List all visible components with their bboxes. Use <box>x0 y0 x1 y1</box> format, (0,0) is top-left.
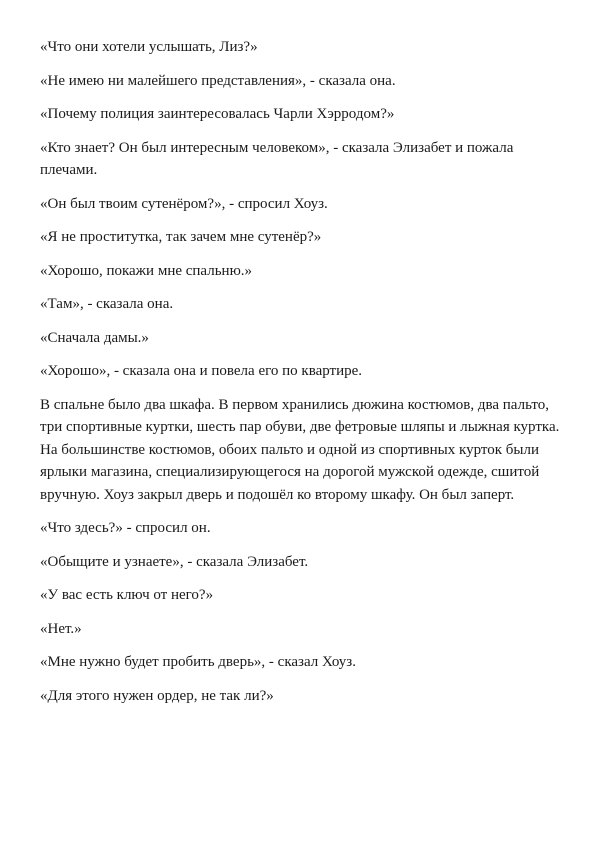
paragraph: «Мне нужно будет пробить дверь», - сказал Хоуз. <box>40 654 356 670</box>
paragraph: «Кто знает? Он был интересным человеком», - сказала Элизабет и пожала плечами. <box>40 139 514 178</box>
paragraph: «Хорошо», - сказала она и повела его по квартире. <box>40 363 363 379</box>
paragraph: «Для этого нужен ордер, не так ли?» <box>40 687 274 704</box>
paragraph: В спальне было два шкафа. В первом хранились дюжина костюмов, два пальто, три спортивные куртки, шесть пар обуви, две фетровые шляпы и лыжная куртка. На большинстве костюмов, обоих пальто и одной из спортивных курток были ярлыки магазина, специализирующегося на дорогой мужской одежде, сшитой вручную. Хоуз закрыл дверь и подошёл ко второму шкафу. Он был заперт. <box>40 396 560 503</box>
paragraph: «Почему полиция заинтересовалась Чарли Хэрродом?» <box>40 106 395 122</box>
paragraph: «Сначала дамы.» <box>40 329 149 346</box>
paragraph: «Не имею ни малейшего представления», - сказала она. <box>40 72 396 89</box>
paragraph: «Там», - сказала она. <box>40 296 174 312</box>
paragraph: «Я не проститутка, так зачем мне сутенёр?» <box>40 229 322 245</box>
paragraph: «Что они хотели услышать, Лиз?» <box>40 39 258 55</box>
paragraph: «Он был твоим сутенёром?», - спросил Хоуз. <box>40 195 328 212</box>
paragraph: «Обыщите и узнаете», - сказала Элизабет. <box>40 553 309 570</box>
paragraph: «Что здесь?» - спросил он. <box>40 520 211 536</box>
paragraph: «Нет.» <box>40 620 82 637</box>
paragraph: «Хорошо, покажи мне спальню.» <box>40 262 253 279</box>
document-text <box>40 36 562 718</box>
paragraph: «У вас есть ключ от него?» <box>40 587 214 603</box>
